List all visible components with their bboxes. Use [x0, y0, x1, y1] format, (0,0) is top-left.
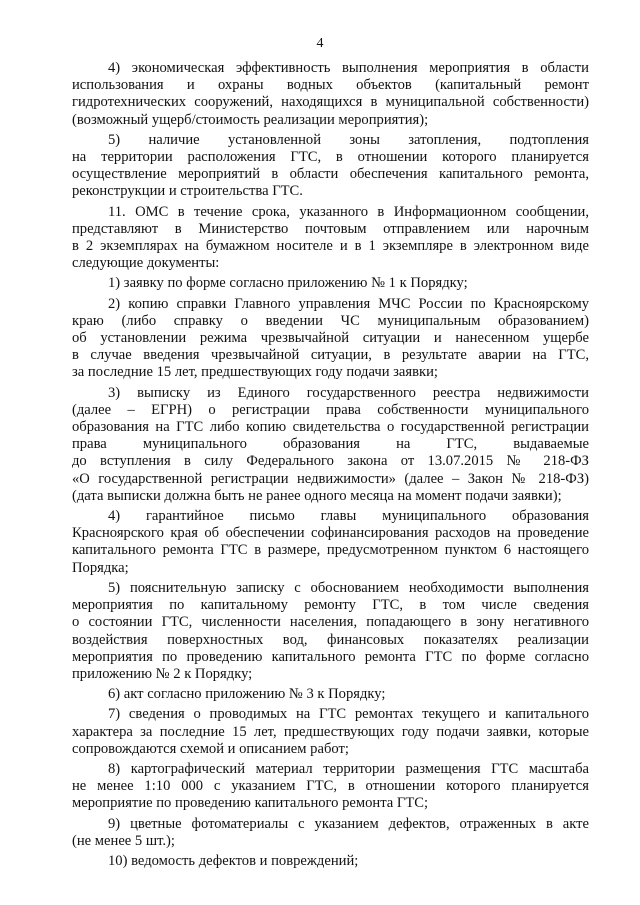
paragraph-line: 10) ведомость дефектов и повреждений; [108, 852, 359, 869]
paragraph-line: Красноярского края об обеспечении софинансирования расходов на проведение [72, 525, 589, 542]
paragraph-line: 3) выписку из Единого государственного реестра недвижимости [108, 384, 589, 401]
paragraph [72, 275, 589, 292]
paragraph-line: не менее 1:10 000 с указанием ГТС, в отношении которого планируется [72, 778, 589, 795]
paragraph-line: 6) акт согласно приложению № 3 к Порядку; [108, 686, 386, 703]
paragraph-line: «О государственной регистрации недвижимости» (далее – Закон № 218-ФЗ) [72, 470, 589, 487]
paragraph [72, 132, 589, 201]
paragraph-line: за последние 15 лет, предшествующих году подачи заявки; [72, 364, 438, 381]
paragraph [72, 686, 589, 703]
paragraph-line: на территории расположения ГТС, в отношении которого планируется [72, 149, 589, 166]
page-number: 4 [316, 36, 324, 51]
paragraph-line: права муниципального образования на ГТС, выдаваемые [72, 436, 589, 453]
paragraph-line: до вступления в силу Федерального закона от 13.07.2015 № 218-ФЗ [72, 453, 589, 470]
paragraph [72, 204, 589, 273]
paragraph-line: об установлении режима чрезвычайной ситуации и нанесенном ущербе [72, 330, 589, 347]
paragraph [72, 580, 589, 683]
paragraph-line: мероприятия по капитальному ремонту ГТС, в том числе сведения [72, 597, 589, 614]
paragraph-line: воздействия поверхностных вод, финансовых показателях реализации [72, 631, 589, 648]
paragraph-line: гидротехнических сооружений, находящихся в муниципальной собственности) [72, 94, 589, 111]
paragraph-line: приложению № 2 к Порядку; [72, 665, 253, 682]
paragraph-line: в случае введения чрезвычайной ситуации, в результате аварии на ГТС, [72, 347, 589, 364]
paragraph-line: о состоянии ГТС, численности населения, попадающего в зону негативного [72, 614, 589, 631]
paragraph-line: характера за последние 15 лет, предшествующих году подачи заявки, которые [72, 723, 589, 740]
paragraph-line: 7) сведения о проводимых на ГТС ремонтах текущего и капитального [108, 706, 589, 723]
paragraph-line: краю (либо справку о введении ЧС муниципальным образованием) [72, 312, 589, 329]
paragraph-line: осуществление мероприятий в области обеспечения капитального ремонта, [72, 166, 589, 183]
paragraph-line: следующие документы: [72, 255, 220, 272]
paragraph [72, 706, 589, 758]
paragraph [72, 761, 589, 813]
paragraph-line: 2) копию справки Главного управления МЧС России по Красноярскому [108, 295, 589, 312]
paragraph-line: в 2 экземплярах на бумажном носителе и в 1 экземпляре в электронном виде [72, 238, 589, 255]
paragraph-line: Порядка; [72, 559, 129, 576]
paragraph [72, 296, 589, 382]
paragraph [72, 816, 589, 850]
paragraph-line: использования и охраны водных объектов (капитальный ремонт [72, 77, 589, 94]
paragraph [72, 853, 589, 870]
paragraph-line: 9) цветные фотоматериалы с указанием дефектов, отраженных в акте [108, 815, 589, 832]
paragraph-line: реконструкции и строительства ГТС. [72, 183, 303, 200]
paragraph-line: 4) экономическая эффективность выполнения мероприятия в области [108, 60, 589, 76]
paragraph-line: сопровождаются схемой и описанием работ; [72, 740, 349, 757]
paragraph [72, 508, 589, 577]
paragraph-line: мероприятие по проведению капитального ремонта ГТС; [72, 795, 429, 812]
paragraph-line: 8) картографический материал территории размещения ГТС масштаба [108, 760, 589, 777]
paragraph-line: 11. ОМС в течение срока, указанного в Информационном сообщении, [108, 203, 589, 220]
paragraph-line: (далее – ЕГРН) о регистрации права собственности муниципального [72, 401, 589, 418]
paragraph [72, 60, 589, 129]
paragraph-line: 1) заявку по форме согласно приложению № 1 к Порядку; [108, 275, 468, 292]
document-body [72, 60, 589, 870]
paragraph-line: образования на ГТС либо копию свидетельства о государственной регистрации [72, 419, 589, 436]
paragraph-line: мероприятия по проведению капитального ремонта ГТС по форме согласно [72, 648, 589, 665]
paragraph-line: капитального ремонта ГТС в размере, предусмотренном пунктом 6 настоящего [72, 542, 589, 559]
paragraph-line: 4) гарантийное письмо главы муниципального образования [108, 508, 589, 525]
paragraph-line: 5) пояснительную записку с обоснованием необходимости выполнения [108, 579, 589, 596]
paragraph-line: представляют в Министерство почтовым отправлением или нарочным [72, 220, 589, 237]
paragraph-line: (не менее 5 шт.); [72, 832, 175, 849]
paragraph-line: (возможный ущерб/стоимость реализации мероприятия); [72, 111, 429, 128]
paragraph-line: 5) наличие установленной зоны затопления, подтопления [108, 131, 589, 148]
paragraph-line: (дата выписки должна быть не ранее одного месяца на момент подачи заявки); [72, 487, 562, 504]
paragraph [72, 385, 589, 505]
